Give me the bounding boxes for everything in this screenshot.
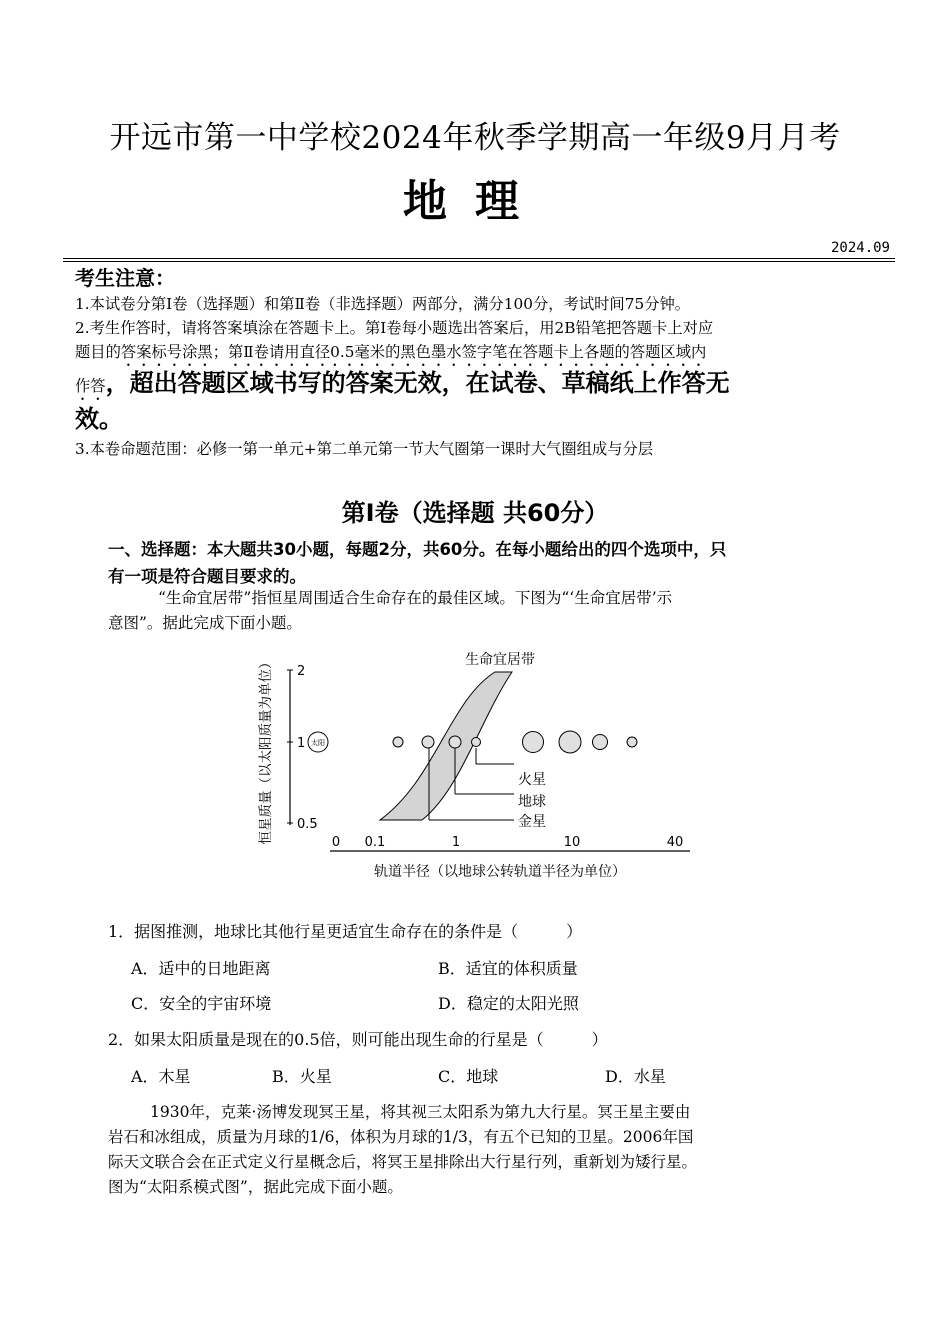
question-1-option-c: C．安全的宇宙环境 bbox=[131, 994, 272, 1013]
planet-point-5 bbox=[559, 731, 581, 753]
question-1-option-a: A．适中的日地距离 bbox=[131, 959, 271, 978]
part1-title: 第Ⅰ卷（选择题 共60分） bbox=[341, 499, 609, 527]
passage-2-line-4: 图为“太阳系模式图”，据此完成下面小题。 bbox=[108, 1178, 403, 1196]
planet-point-4 bbox=[523, 732, 544, 753]
notice-item-2-line-2-emphasis: 答案标号涂黑；第Ⅱ卷请用直径0.5毫米的黑色墨水签字笔在答题卡上各题的答题区域内 bbox=[120, 343, 707, 361]
notice-item-2-line-3 bbox=[75, 366, 890, 404]
notice-heading: 考生注意： bbox=[75, 266, 175, 290]
section-instructions-line-1: 一、选择题：本大题共30小题，每题2分，共60分。在每小题给出的四个选项中，只 bbox=[108, 540, 727, 559]
exam-date: 2024.09 bbox=[830, 240, 890, 256]
question-1-option-b: B．适宜的体积质量 bbox=[438, 959, 578, 978]
planet-point-6 bbox=[593, 735, 608, 750]
planet-series bbox=[393, 731, 637, 753]
school-title: 开远市第一中学校2024年秋季学期高一年级9月月考 bbox=[109, 120, 841, 156]
x-tick-label-01: 0.1 bbox=[364, 835, 386, 850]
header-rule-bottom bbox=[63, 261, 895, 262]
chart-ylabel: 恒星质量（以太阳质量为单位） bbox=[258, 655, 274, 845]
section-instructions-line-2: 有一项是符合题目要求的。 bbox=[108, 567, 306, 586]
notice-item-2-line-4: 效。 bbox=[75, 405, 123, 433]
question-2-option-b: B．火星 bbox=[272, 1067, 332, 1086]
question-2-option-c: C．地球 bbox=[438, 1067, 499, 1086]
question-2-option-d: D．水星 bbox=[605, 1067, 666, 1086]
notice-item-2-line-2-start: 题目的 bbox=[75, 343, 121, 361]
planet-point-1 bbox=[422, 736, 434, 748]
x-tick-label-10: 10 bbox=[563, 835, 581, 850]
chart-xlabel: 轨道半径（以地球公转轨道半径为单位） bbox=[374, 864, 626, 880]
question-1-option-d: D．稳定的太阳光照 bbox=[438, 994, 579, 1013]
planet-point-7 bbox=[627, 737, 637, 747]
passage-2-line-1: 1930年，克莱·汤博发现冥王星，将其视三太阳系为第九大行星。冥王星主要由 bbox=[150, 1103, 691, 1121]
question-2-stem: 2．如果太阳质量是现在的0.5倍，则可能出现生命的行星是（ ） bbox=[108, 1030, 608, 1049]
x-tick-label-40: 40 bbox=[666, 835, 684, 850]
intro-line-2: 意图”。据此完成下面小题。 bbox=[108, 614, 302, 632]
header-rule-top bbox=[63, 258, 895, 259]
y-tick-label-1: 1 bbox=[297, 736, 306, 751]
notice-item-3: 3.本卷命题范围：必修一第一单元+第二单元第一节大气圈第一课时大气圈组成与分层 bbox=[75, 440, 654, 458]
passage-2-line-3: 际天文联合会在正式定义行星概念后，将冥王星排除出大行星行列，重新划为矮行星。 bbox=[108, 1153, 698, 1171]
y-tick-label-05: 0.5 bbox=[297, 817, 318, 832]
planet-point-2 bbox=[449, 736, 461, 748]
notice-item-2-line-1: 2.考生作答时，请将答案填涂在答题卡上。第Ⅰ卷每小题选出答案后，用2B铅笔把答题卡上对应 bbox=[75, 319, 714, 337]
planet-point-0 bbox=[393, 737, 403, 747]
label-venus: 金星 bbox=[518, 814, 546, 830]
notice-item-2-line-3-emphasis: 作答 bbox=[75, 377, 106, 395]
intro-line-1: “生命宜居带”指恒星周围适合生命存在的最佳区域。下图为“‘生命宜居带’示 bbox=[158, 589, 673, 607]
subject-title: 地理 bbox=[403, 176, 547, 227]
sun-label: 太阳 bbox=[311, 739, 325, 747]
question-1-stem: 1．据图推测，地球比其他行星更适宜生命存在的条件是（ ） bbox=[108, 922, 583, 941]
planet-point-3 bbox=[472, 738, 481, 747]
x-tick-label-1: 1 bbox=[451, 835, 461, 850]
habitable-zone-chart bbox=[250, 640, 710, 890]
chart-title: 生命宜居带 bbox=[465, 652, 535, 668]
passage-2-line-2: 岩石和冰组成，质量为月球的1/6，体积为月球的1/3，有五个已知的卫星。2006年国 bbox=[108, 1128, 694, 1146]
y-tick-label-2: 2 bbox=[297, 664, 306, 679]
notice-item-2-line-3-warning: ，超出答题区域书写的答案无效，在试卷、草稿纸上作答无 bbox=[105, 369, 730, 397]
label-mars: 火星 bbox=[518, 772, 546, 788]
notice-item-1: 1.本试卷分第Ⅰ卷（选择题）和第Ⅱ卷（非选择题）两部分，满分100分，考试时间75分钟。 bbox=[75, 295, 691, 313]
question-2-option-a: A．木星 bbox=[131, 1067, 191, 1086]
x-tick-label-0: 0 bbox=[331, 835, 341, 850]
label-earth: 地球 bbox=[518, 794, 546, 810]
